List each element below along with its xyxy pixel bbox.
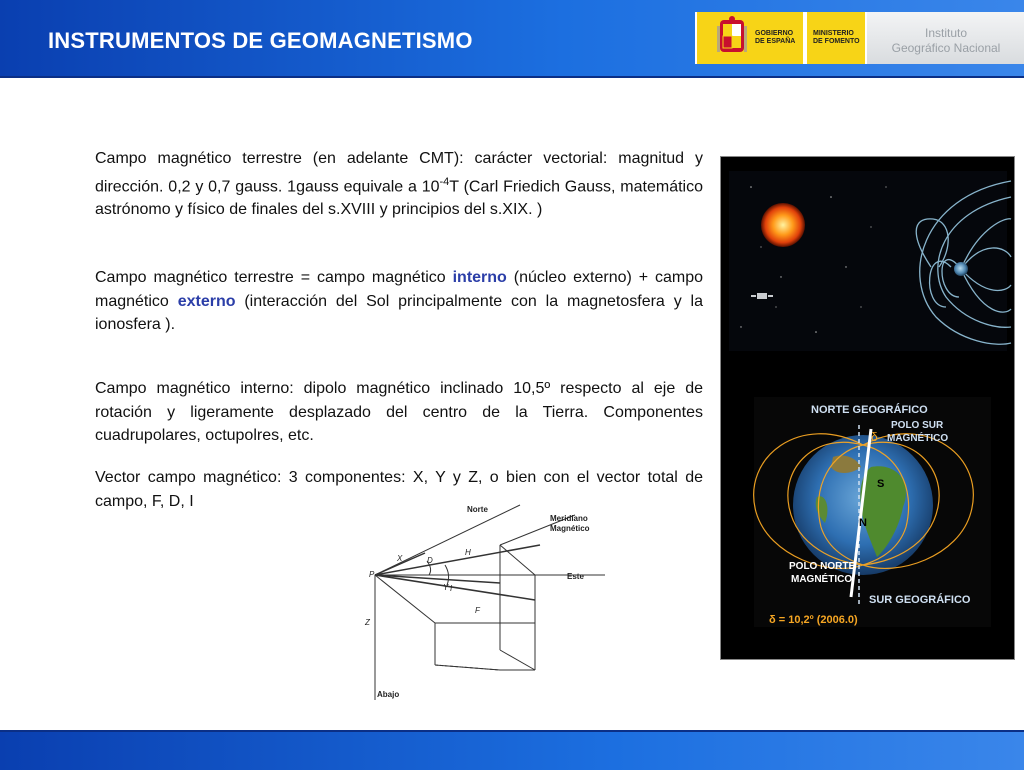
d-label: D xyxy=(427,556,433,565)
figure-canvas xyxy=(721,157,1014,659)
paragraph-vector-components: Vector campo magnético: 3 componentes: X, Y y Z, o bien con el vector total de campo, F, D, I xyxy=(95,469,703,510)
footer-bar xyxy=(0,730,1024,770)
gobierno-logo xyxy=(697,12,803,64)
y-label: Y xyxy=(443,583,449,592)
logo-strip xyxy=(695,12,1024,64)
abajo-label: Abajo xyxy=(377,690,400,699)
paragraph-cmt-components: Campo magnético terrestre = campo magnético interno (núcleo externo) + campo magnético externo (interacción del Sol principalmente con la magnetosfera y la ionosfera ). xyxy=(95,269,704,333)
paragraph-cmt-definition: Campo magnético terrestre (en adelante CMT): carácter vectorial: magnitud y dirección. 0,2 y 0,7 gauss. 1gauss equivale a $10^{-4}T$ (Carl Friedich Gauss, matemático astrónomo y físico de finales del s.XVIII y principios del s.XIX. ) xyxy=(95,150,703,219)
sur-geografico-label: SUR GEOGRÁFICO xyxy=(869,594,971,606)
z-label: Z xyxy=(365,618,370,627)
i-label: I xyxy=(450,584,453,593)
magnetosphere-image xyxy=(729,171,1011,351)
norte-label: Norte xyxy=(467,505,488,514)
ign-text: Instituto Geográfico Nacional xyxy=(891,26,1001,55)
magnetosphere-figure xyxy=(720,156,1015,660)
coat-of-arms-icon xyxy=(717,16,747,58)
declination-value-label: δ = 10,2º (2006.0) xyxy=(769,614,858,626)
x-label: X xyxy=(397,554,403,563)
p-label: P xyxy=(369,570,375,579)
f-label: F xyxy=(475,606,480,615)
ministerio-logo xyxy=(807,12,865,64)
slide-title: INSTRUMENTOS DE GEOMAGNETISMO xyxy=(48,28,473,53)
earth-icon xyxy=(954,262,968,276)
polo-norte-magnetico-label-2: MAGNÉTICO xyxy=(791,574,853,585)
magnetic-vector-diagram xyxy=(355,495,625,710)
ministerio-text: MINISTERIO DE FOMENTO xyxy=(813,30,860,45)
ign-logo xyxy=(867,12,1024,64)
este-label: Este xyxy=(567,572,584,581)
sun-icon xyxy=(761,203,805,247)
paragraph-internal-field: Campo magnético interno: dipolo magnético inclinado 10,5º respecto al eje de rotación y ligeramente desplazado del centro de la Tierra. Componentes cuadrupolares, octupolres, etc. xyxy=(95,380,703,444)
norte-geografico-label: NORTE GEOGRÁFICO xyxy=(811,404,928,416)
polo-sur-magnetico-label-2: MAGNÉTICO xyxy=(887,433,949,444)
header-bar xyxy=(0,0,1024,78)
vector-diagram-canvas xyxy=(355,495,625,710)
s-pole-label: S xyxy=(877,478,885,490)
meridiano-label-2: Magnético xyxy=(550,524,590,533)
n-pole-label: N xyxy=(859,517,867,529)
gobierno-text: GOBIERNO DE ESPAÑA xyxy=(755,30,796,45)
polo-sur-magnetico-label-1: POLO SUR xyxy=(891,420,944,431)
h-label: H xyxy=(465,548,471,557)
geomagnetic-poles-image xyxy=(754,397,991,627)
delta-symbol-label: δ xyxy=(871,430,878,444)
polo-norte-magnetico-label-1: POLO NORTE xyxy=(789,561,856,572)
meridiano-label-1: Meridiano xyxy=(550,514,588,523)
